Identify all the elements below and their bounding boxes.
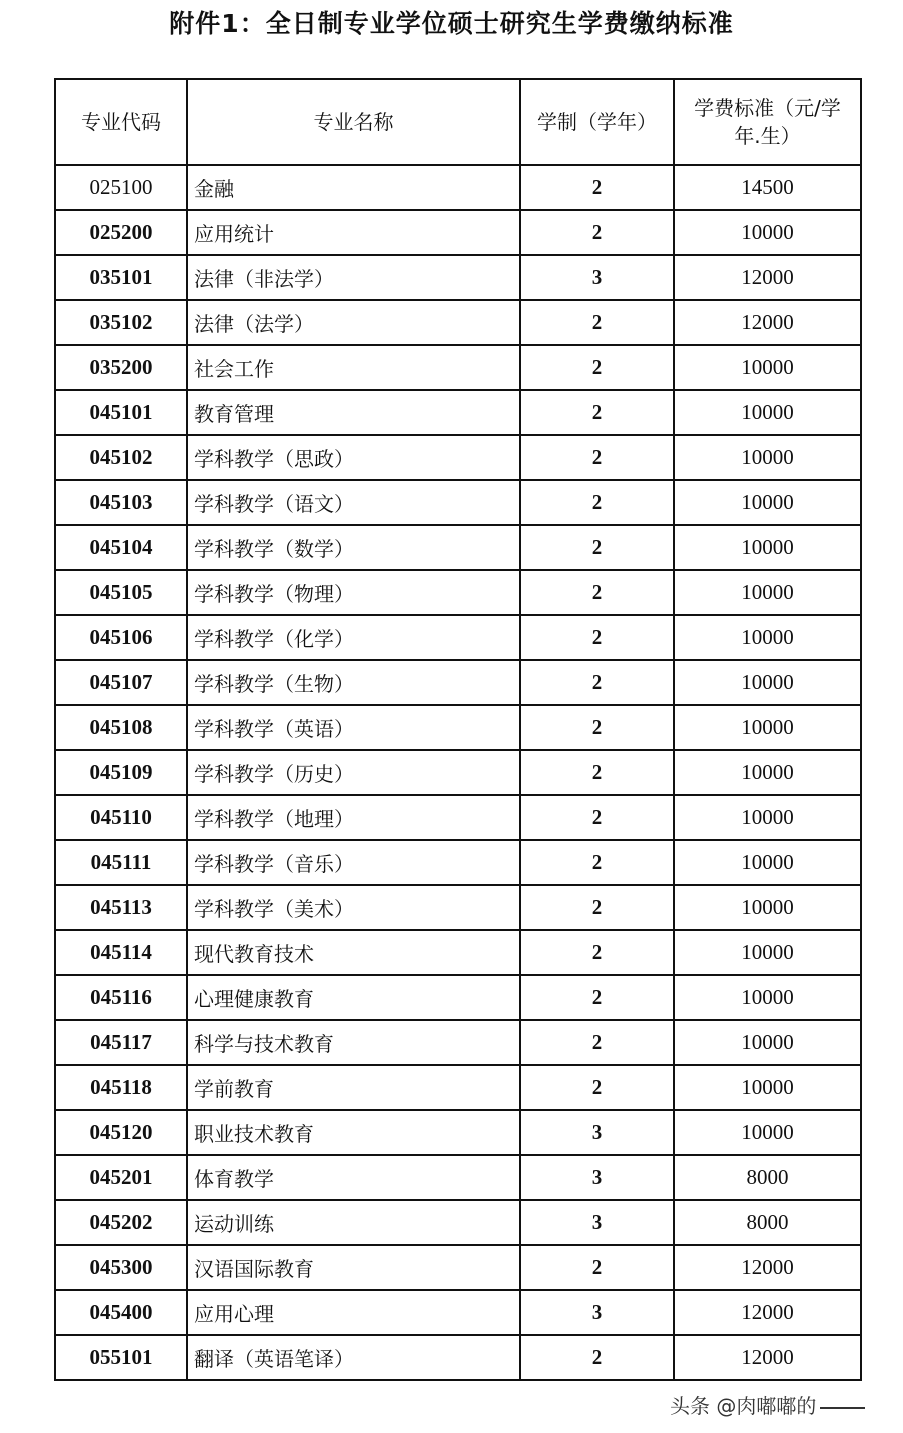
table-row xyxy=(55,930,861,975)
duration-years: 3 xyxy=(520,1155,674,1200)
table-row xyxy=(55,750,861,795)
table-row xyxy=(55,1245,861,1290)
duration-years: 2 xyxy=(520,525,674,570)
major-code: 045116 xyxy=(55,975,187,1020)
duration-years: 2 xyxy=(520,1245,674,1290)
major-code: 025100 xyxy=(55,165,187,210)
major-name: 运动训练 xyxy=(187,1200,520,1245)
tuition-fee: 10000 xyxy=(674,435,861,480)
major-code: 025200 xyxy=(55,210,187,255)
duration-years: 2 xyxy=(520,975,674,1020)
major-code: 045113 xyxy=(55,885,187,930)
table-row xyxy=(55,1335,861,1380)
major-code: 045101 xyxy=(55,390,187,435)
major-name: 汉语国际教育 xyxy=(187,1245,520,1290)
major-code: 045300 xyxy=(55,1245,187,1290)
table-header-row xyxy=(55,79,861,165)
major-name: 学科教学（物理） xyxy=(187,570,520,615)
major-name: 现代教育技术 xyxy=(187,930,520,975)
duration-years: 3 xyxy=(520,255,674,300)
table-row xyxy=(55,1110,861,1155)
major-name: 学科教学（音乐） xyxy=(187,840,520,885)
major-code: 045107 xyxy=(55,660,187,705)
table-row xyxy=(55,795,861,840)
major-code: 035200 xyxy=(55,345,187,390)
major-name: 学科教学（地理） xyxy=(187,795,520,840)
duration-years: 2 xyxy=(520,300,674,345)
table-row xyxy=(55,255,861,300)
duration-years: 2 xyxy=(520,1335,674,1380)
major-name: 学科教学（历史） xyxy=(187,750,520,795)
major-code: 055101 xyxy=(55,1335,187,1380)
major-name: 教育管理 xyxy=(187,390,520,435)
major-code: 045114 xyxy=(55,930,187,975)
duration-years: 3 xyxy=(520,1290,674,1335)
major-code: 045202 xyxy=(55,1200,187,1245)
major-name: 心理健康教育 xyxy=(187,975,520,1020)
duration-years: 2 xyxy=(520,795,674,840)
major-name: 学科教学（思政） xyxy=(187,435,520,480)
duration-years: 2 xyxy=(520,165,674,210)
table-row xyxy=(55,1200,861,1245)
watermark: 头条 @肉嘟嘟的 xyxy=(670,1390,865,1419)
major-code: 045103 xyxy=(55,480,187,525)
major-name: 体育教学 xyxy=(187,1155,520,1200)
tuition-fee: 12000 xyxy=(674,255,861,300)
major-code: 045117 xyxy=(55,1020,187,1065)
tuition-fee: 12000 xyxy=(674,1245,861,1290)
duration-years: 2 xyxy=(520,885,674,930)
major-name: 学科教学（美术） xyxy=(187,885,520,930)
major-code: 045110 xyxy=(55,795,187,840)
tuition-fee: 12000 xyxy=(674,1290,861,1335)
tuition-fee: 10000 xyxy=(674,390,861,435)
table-row xyxy=(55,1155,861,1200)
header-code: 专业代码 xyxy=(55,79,187,165)
tuition-fee: 10000 xyxy=(674,795,861,840)
major-code: 045201 xyxy=(55,1155,187,1200)
duration-years: 2 xyxy=(520,345,674,390)
table-row xyxy=(55,210,861,255)
duration-years: 2 xyxy=(520,1020,674,1065)
table-row xyxy=(55,165,861,210)
tuition-fee: 10000 xyxy=(674,660,861,705)
table-row xyxy=(55,390,861,435)
duration-years: 2 xyxy=(520,750,674,795)
major-code: 045108 xyxy=(55,705,187,750)
major-code: 045105 xyxy=(55,570,187,615)
tuition-fee: 10000 xyxy=(674,840,861,885)
major-name: 学科教学（语文） xyxy=(187,480,520,525)
duration-years: 2 xyxy=(520,390,674,435)
major-name: 翻译（英语笔译） xyxy=(187,1335,520,1380)
tuition-fee: 10000 xyxy=(674,930,861,975)
table-row xyxy=(55,615,861,660)
table-row xyxy=(55,435,861,480)
major-name: 职业技术教育 xyxy=(187,1110,520,1155)
document-title: 附件1：全日制专业学位硕士研究生学费缴纳标准 xyxy=(169,9,734,38)
major-code: 045106 xyxy=(55,615,187,660)
duration-years: 3 xyxy=(520,1110,674,1155)
tuition-fee: 10000 xyxy=(674,1110,861,1155)
tuition-fee: 10000 xyxy=(674,1065,861,1110)
table-row xyxy=(55,885,861,930)
major-code: 045111 xyxy=(55,840,187,885)
tuition-fee: 10000 xyxy=(674,570,861,615)
major-code: 045102 xyxy=(55,435,187,480)
duration-years: 2 xyxy=(520,660,674,705)
tuition-fee: 10000 xyxy=(674,885,861,930)
table-row xyxy=(55,345,861,390)
tuition-fee: 12000 xyxy=(674,300,861,345)
major-name: 学科教学（生物） xyxy=(187,660,520,705)
major-code: 045118 xyxy=(55,1065,187,1110)
header-name: 专业名称 xyxy=(187,79,520,165)
major-name: 应用统计 xyxy=(187,210,520,255)
duration-years: 2 xyxy=(520,930,674,975)
table-row xyxy=(55,1290,861,1335)
major-code: 045109 xyxy=(55,750,187,795)
major-name: 应用心理 xyxy=(187,1290,520,1335)
table-row xyxy=(55,300,861,345)
major-code: 035101 xyxy=(55,255,187,300)
tuition-fee: 8000 xyxy=(674,1200,861,1245)
duration-years: 2 xyxy=(520,705,674,750)
header-years: 学制（学年） xyxy=(520,79,674,165)
major-code: 045120 xyxy=(55,1110,187,1155)
major-name: 学科教学（数学） xyxy=(187,525,520,570)
table-row xyxy=(55,660,861,705)
duration-years: 2 xyxy=(520,1065,674,1110)
tuition-table xyxy=(54,78,862,1381)
major-name: 法律（法学） xyxy=(187,300,520,345)
tuition-fee: 10000 xyxy=(674,705,861,750)
major-name: 法律（非法学） xyxy=(187,255,520,300)
tuition-fee: 10000 xyxy=(674,1020,861,1065)
tuition-fee: 10000 xyxy=(674,750,861,795)
duration-years: 2 xyxy=(520,570,674,615)
table-row xyxy=(55,525,861,570)
table-row xyxy=(55,840,861,885)
major-code: 035102 xyxy=(55,300,187,345)
table-row xyxy=(55,570,861,615)
table-row xyxy=(55,975,861,1020)
tuition-fee: 10000 xyxy=(674,615,861,660)
table-row xyxy=(55,1065,861,1110)
duration-years: 2 xyxy=(520,480,674,525)
tuition-fee: 10000 xyxy=(674,210,861,255)
duration-years: 2 xyxy=(520,615,674,660)
tuition-fee: 8000 xyxy=(674,1155,861,1200)
header-fee: 学费标准（元/学年.生） xyxy=(674,79,861,165)
duration-years: 3 xyxy=(520,1200,674,1245)
major-name: 学科教学（化学） xyxy=(187,615,520,660)
table-row xyxy=(55,705,861,750)
tuition-fee: 10000 xyxy=(674,525,861,570)
major-code: 045104 xyxy=(55,525,187,570)
tuition-fee: 12000 xyxy=(674,1335,861,1380)
duration-years: 2 xyxy=(520,840,674,885)
major-name: 学科教学（英语） xyxy=(187,705,520,750)
table-row xyxy=(55,480,861,525)
duration-years: 2 xyxy=(520,210,674,255)
tuition-fee: 10000 xyxy=(674,345,861,390)
major-name: 社会工作 xyxy=(187,345,520,390)
table-row xyxy=(55,1020,861,1065)
tuition-fee: 10000 xyxy=(674,480,861,525)
major-code: 045400 xyxy=(55,1290,187,1335)
major-name: 金融 xyxy=(187,165,520,210)
tuition-fee: 10000 xyxy=(674,975,861,1020)
tuition-fee: 14500 xyxy=(674,165,861,210)
major-name: 学前教育 xyxy=(187,1065,520,1110)
duration-years: 2 xyxy=(520,435,674,480)
major-name: 科学与技术教育 xyxy=(187,1020,520,1065)
